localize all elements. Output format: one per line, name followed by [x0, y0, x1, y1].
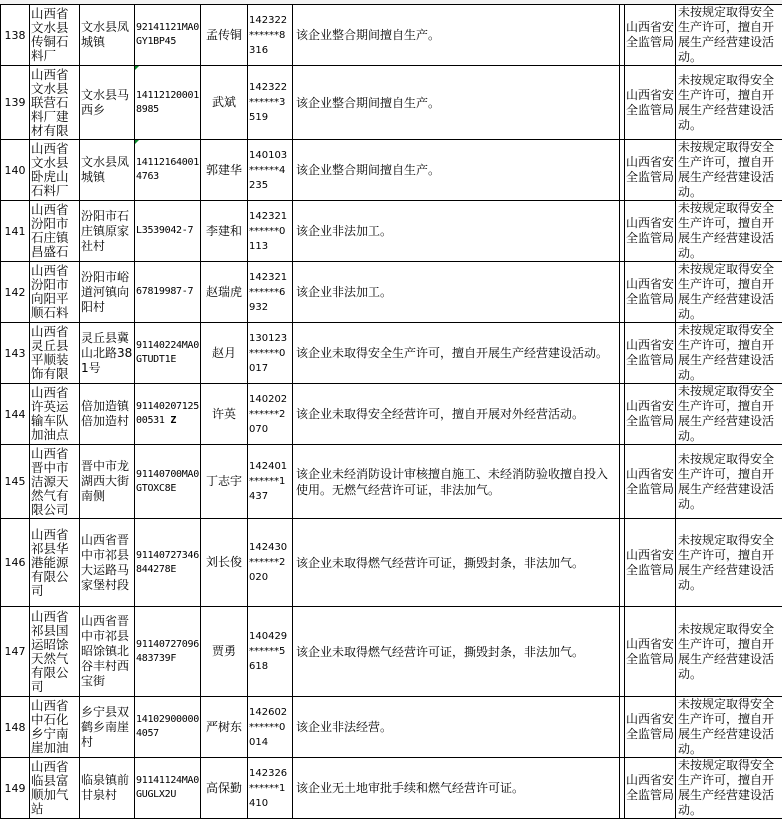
- table-row: [1, 384, 782, 445]
- credit-code: [135, 519, 201, 607]
- id-number: 142326******1410: [248, 758, 293, 819]
- table-row: [1, 323, 782, 384]
- violation-type: 未按规定取得安全生产许可，擅自开展生产经营建设活动。: [676, 607, 782, 697]
- id-number: 142602******0014: [248, 697, 293, 758]
- legal-person: 郭建华: [201, 140, 248, 201]
- credit-code-text: 91140224MA0GTUDT1E: [136, 340, 199, 365]
- id-number: 142430******2020: [248, 519, 293, 607]
- company-address: 山西省晋中市祁县大运路马家堡村段: [80, 519, 135, 607]
- violation-fact: 该企业无土地审批手续和燃气经营许可证。: [293, 758, 620, 819]
- credit-code-suffix: Z: [165, 415, 176, 426]
- table-row: [1, 445, 782, 519]
- company-address: 文水县凤城镇: [80, 5, 135, 66]
- credit-code: [135, 5, 201, 66]
- credit-code: [135, 384, 201, 445]
- legal-person: 赵瑞虎: [201, 262, 248, 323]
- blacklist-table: [0, 4, 782, 819]
- cell-marker: [135, 140, 139, 144]
- violation-fact: 该企业整合期间擅自生产。: [293, 66, 620, 140]
- violation-fact: 该企业整合期间擅自生产。: [293, 5, 620, 66]
- id-number: 140202******2070: [248, 384, 293, 445]
- table-row: [1, 201, 782, 262]
- company-address: 倍加造镇倍加造村: [80, 384, 135, 445]
- company-address: 山西省晋中市祁县昭馀镇北谷丰村西宝街: [80, 607, 135, 697]
- legal-person: 丁志宇: [201, 445, 248, 519]
- row-number: 139: [1, 66, 30, 140]
- credit-code-text: 141121640014763: [136, 157, 199, 182]
- company-name: 山西省汾阳市向阳平顺石料: [30, 262, 80, 323]
- company-address: 文水县凤城镇: [80, 140, 135, 201]
- legal-person: 严树东: [201, 697, 248, 758]
- row-number: 143: [1, 323, 30, 384]
- row-number: 149: [1, 758, 30, 819]
- legal-person: 贾勇: [201, 607, 248, 697]
- violation-fact: 该企业未经消防设计审核擅自施工、未经消防验收擅自投入使用。无燃气经营许可证，非法加气。: [293, 445, 620, 519]
- legal-person: 刘长俊: [201, 519, 248, 607]
- credit-code-text: 9114020712500531: [136, 401, 199, 426]
- violation-fact: 该企业未取得安全生产许可，擅自开展生产经营建设活动。: [293, 323, 620, 384]
- credit-code: [135, 66, 201, 140]
- reporting-agency: 山西省安全监管局: [625, 66, 676, 140]
- company-address: 灵丘县冀山北路381号: [80, 323, 135, 384]
- row-number: 145: [1, 445, 30, 519]
- company-name: 山西省临县富顺加气站: [30, 758, 80, 819]
- credit-code-text: 92141121MA0GY1BP45: [136, 22, 199, 47]
- table-row: [1, 262, 782, 323]
- table-row: [1, 66, 782, 140]
- violation-type: 未按规定取得安全生产许可，擅自开展生产经营建设活动。: [676, 5, 782, 66]
- violation-type: 未按规定取得安全生产许可，擅自开展生产经营建设活动。: [676, 140, 782, 201]
- id-number: 142322******3519: [248, 66, 293, 140]
- id-number: 142321******6932: [248, 262, 293, 323]
- company-name: 山西省中石化乡宁南崖加油: [30, 697, 80, 758]
- violation-type: 未按规定取得安全生产许可，擅自开展生产经营建设活动。: [676, 519, 782, 607]
- table-row: [1, 607, 782, 697]
- company-name: 山西省祁县国运昭馀天然气有限公司: [30, 607, 80, 697]
- violation-fact: 该企业非法经营。: [293, 697, 620, 758]
- reporting-agency: 山西省安全监管局: [625, 262, 676, 323]
- reporting-agency: 山西省安全监管局: [625, 697, 676, 758]
- credit-code-text: 91140727096483739F: [136, 639, 199, 664]
- credit-code: [135, 201, 201, 262]
- legal-person: 高保勤: [201, 758, 248, 819]
- company-address: 文水县马西乡: [80, 66, 135, 140]
- legal-person: 赵月: [201, 323, 248, 384]
- credit-code-text: 141029000004057: [136, 714, 199, 739]
- table-row: [1, 697, 782, 758]
- violation-fact: 该企业未取得安全经营许可，擅自开展对外经营活动。: [293, 384, 620, 445]
- table-row: [1, 140, 782, 201]
- table-body: [1, 5, 782, 819]
- id-number: 140429******5618: [248, 607, 293, 697]
- violation-fact: 该企业整合期间擅自生产。: [293, 140, 620, 201]
- id-number: 140103******4235: [248, 140, 293, 201]
- violation-fact: 该企业未取得燃气经营许可证，撕毁封条，非法加气。: [293, 519, 620, 607]
- credit-code-text: 67819987-7: [136, 286, 193, 297]
- company-address: 晋中市龙湖西大街南侧: [80, 445, 135, 519]
- violation-type: 未按规定取得安全生产许可，擅自开展生产经营建设活动。: [676, 323, 782, 384]
- credit-code-text: 91140700MA0GTOXC8E: [136, 469, 199, 494]
- row-number: 144: [1, 384, 30, 445]
- company-name: 山西省晋中市洁源天然气有限公司: [30, 445, 80, 519]
- legal-person: 武斌: [201, 66, 248, 140]
- cell-marker: [135, 66, 139, 70]
- violation-fact: 该企业非法加工。: [293, 262, 620, 323]
- violation-fact: 该企业非法加工。: [293, 201, 620, 262]
- row-number: 148: [1, 697, 30, 758]
- company-name: 山西省许英运输车队加油点: [30, 384, 80, 445]
- id-number: 142322******8316: [248, 5, 293, 66]
- reporting-agency: 山西省安全监管局: [625, 201, 676, 262]
- company-name: 山西省祁县华港能源有限公司: [30, 519, 80, 607]
- legal-person: 许英: [201, 384, 248, 445]
- reporting-agency: 山西省安全监管局: [625, 5, 676, 66]
- legal-person: 李建和: [201, 201, 248, 262]
- credit-code: [135, 445, 201, 519]
- company-address: 临泉镇前甘泉村: [80, 758, 135, 819]
- id-number: 142401******1437: [248, 445, 293, 519]
- row-number: 138: [1, 5, 30, 66]
- company-name: 山西省汾阳市石庄镇昌盛石: [30, 201, 80, 262]
- row-number: 141: [1, 201, 30, 262]
- id-number: 142321******0113: [248, 201, 293, 262]
- company-address: 汾阳市石庄镇原家社村: [80, 201, 135, 262]
- row-number: 140: [1, 140, 30, 201]
- company-name: 山西省文水县传铜石料厂: [30, 5, 80, 66]
- violation-type: 未按规定取得安全生产许可，擅自开展生产经营建设活动。: [676, 384, 782, 445]
- reporting-agency: 山西省安全监管局: [625, 323, 676, 384]
- row-number: 147: [1, 607, 30, 697]
- credit-code: [135, 607, 201, 697]
- violation-type: 未按规定取得安全生产许可，擅自开展生产经营建设活动。: [676, 262, 782, 323]
- reporting-agency: 山西省安全监管局: [625, 445, 676, 519]
- credit-code: [135, 323, 201, 384]
- credit-code: [135, 758, 201, 819]
- company-name: 山西省文水县联营石料厂建材有限: [30, 66, 80, 140]
- row-number: 146: [1, 519, 30, 607]
- company-address: 汾阳市峪道河镇向阳村: [80, 262, 135, 323]
- legal-person: 孟传铜: [201, 5, 248, 66]
- reporting-agency: 山西省安全监管局: [625, 140, 676, 201]
- company-name: 山西省文水县卧虎山石料厂: [30, 140, 80, 201]
- table-row: [1, 758, 782, 819]
- row-number: 142: [1, 262, 30, 323]
- violation-type: 未按规定取得安全生产许可，擅自开展生产经营建设活动。: [676, 66, 782, 140]
- violation-type: 未按规定取得安全生产许可，擅自开展生产经营建设活动。: [676, 445, 782, 519]
- reporting-agency: 山西省安全监管局: [625, 607, 676, 697]
- reporting-agency: 山西省安全监管局: [625, 384, 676, 445]
- violation-fact: 该企业未取得燃气经营许可证，撕毁封条，非法加气。: [293, 607, 620, 697]
- table-row: [1, 5, 782, 66]
- violation-type: 未按规定取得安全生产许可，擅自开展生产经营建设活动。: [676, 201, 782, 262]
- credit-code: [135, 697, 201, 758]
- reporting-agency: 山西省安全监管局: [625, 758, 676, 819]
- credit-code-text: 91140727346844278E: [136, 550, 199, 575]
- credit-code: [135, 140, 201, 201]
- violation-type: 未按规定取得安全生产许可，擅自开展生产经营建设活动。: [676, 758, 782, 819]
- reporting-agency: 山西省安全监管局: [625, 519, 676, 607]
- credit-code: [135, 262, 201, 323]
- credit-code-text: L3539042-7: [136, 225, 193, 236]
- credit-code-text: 141121200018985: [136, 90, 199, 115]
- company-address: 乡宁县双鹤乡南崖村: [80, 697, 135, 758]
- id-number: 130123******0017: [248, 323, 293, 384]
- company-name: 山西省灵丘县平顺装饰有限: [30, 323, 80, 384]
- violation-type: 未按规定取得安全生产许可，擅自开展生产经营建设活动。: [676, 697, 782, 758]
- table-row: [1, 519, 782, 607]
- credit-code-text: 91141124MA0GUGLX2U: [136, 775, 199, 800]
